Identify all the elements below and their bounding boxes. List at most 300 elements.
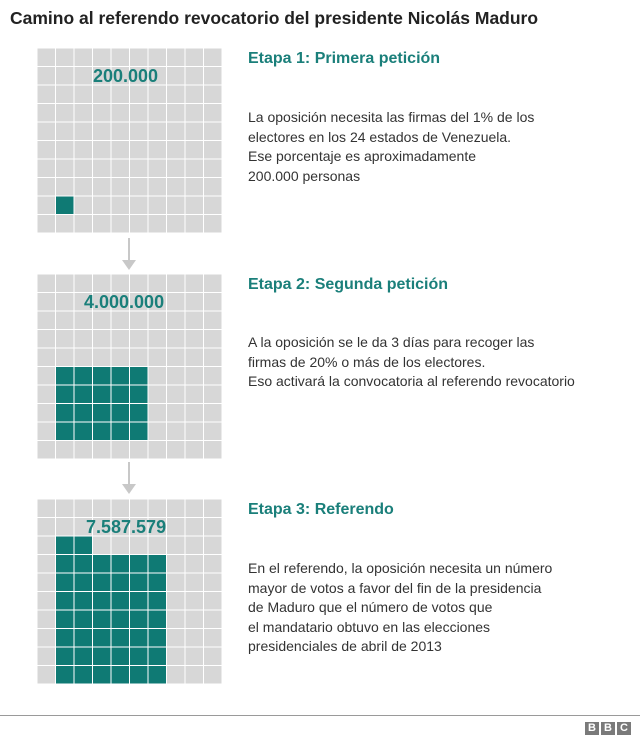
stage-1-number: 200.000 <box>93 66 159 86</box>
empty-cell <box>37 348 56 367</box>
empty-cell <box>37 555 56 574</box>
description-line: Ese porcentaje es aproximadamente <box>248 148 477 164</box>
empty-cell <box>204 592 223 611</box>
empty-cell <box>167 67 186 86</box>
empty-cell <box>185 499 204 518</box>
stage-1-description <box>248 108 534 186</box>
empty-cell <box>204 311 223 330</box>
description-line: Eso activará la convocatoria al referendo revocatorio <box>248 373 575 389</box>
logo-letter: B <box>585 722 599 735</box>
empty-cell <box>74 104 93 123</box>
logo-letter: B <box>601 722 615 735</box>
filled-cell <box>93 573 112 592</box>
empty-cell <box>56 67 75 86</box>
filled-cell <box>56 196 75 215</box>
empty-cell <box>148 536 167 555</box>
empty-cell <box>148 159 167 178</box>
empty-cell <box>204 647 223 666</box>
empty-cell <box>56 348 75 367</box>
empty-cell <box>167 311 186 330</box>
empty-cell <box>167 196 186 215</box>
filled-cell <box>130 385 149 404</box>
filled-cell <box>56 573 75 592</box>
empty-cell <box>167 104 186 123</box>
empty-cell <box>56 499 75 518</box>
stage-3-description <box>248 559 552 657</box>
empty-cell <box>148 367 167 386</box>
filled-cell <box>56 367 75 386</box>
stage-1-title: Etapa 1: Primera petición <box>248 50 441 67</box>
filled-cell <box>148 666 167 685</box>
empty-cell <box>74 178 93 197</box>
empty-cell <box>167 647 186 666</box>
empty-cell <box>93 196 112 215</box>
empty-cell <box>37 48 56 67</box>
empty-cell <box>56 518 75 537</box>
empty-cell <box>74 85 93 104</box>
empty-cell <box>185 159 204 178</box>
empty-cell <box>56 141 75 160</box>
empty-cell <box>74 311 93 330</box>
empty-cell <box>204 293 223 312</box>
empty-cell <box>37 441 56 460</box>
filled-cell <box>56 592 75 611</box>
empty-cell <box>148 215 167 234</box>
filled-cell <box>130 647 149 666</box>
empty-cell <box>93 330 112 349</box>
empty-cell <box>74 330 93 349</box>
empty-cell <box>74 196 93 215</box>
empty-cell <box>37 215 56 234</box>
filled-cell <box>148 647 167 666</box>
filled-cell <box>93 666 112 685</box>
empty-cell <box>56 85 75 104</box>
filled-cell <box>93 422 112 441</box>
empty-cell <box>130 348 149 367</box>
filled-cell <box>56 666 75 685</box>
empty-cell <box>111 122 130 141</box>
filled-cell <box>93 367 112 386</box>
description-line: La oposición necesita las firmas del 1% de los <box>248 109 535 125</box>
empty-cell <box>167 666 186 685</box>
empty-cell <box>167 330 186 349</box>
empty-cell <box>204 441 223 460</box>
empty-cell <box>204 367 223 386</box>
filled-cell <box>130 610 149 629</box>
empty-cell <box>130 330 149 349</box>
filled-cell <box>56 610 75 629</box>
empty-cell <box>204 141 223 160</box>
stage-2-title: Etapa 2: Segunda petición <box>248 276 449 293</box>
empty-cell <box>37 196 56 215</box>
empty-cell <box>185 348 204 367</box>
empty-cell <box>37 122 56 141</box>
filled-cell <box>148 573 167 592</box>
filled-cell <box>130 592 149 611</box>
empty-cell <box>130 159 149 178</box>
empty-cell <box>130 536 149 555</box>
filled-cell <box>111 367 130 386</box>
description-line: electores en los 24 estados de Venezuela. <box>248 128 512 145</box>
stage-2-description <box>248 333 575 392</box>
empty-cell <box>185 666 204 685</box>
empty-cell <box>37 499 56 518</box>
empty-cell <box>37 104 56 123</box>
empty-cell <box>204 385 223 404</box>
empty-cell <box>185 404 204 423</box>
empty-cell <box>37 311 56 330</box>
empty-cell <box>56 441 75 460</box>
empty-cell <box>93 441 112 460</box>
filled-cell <box>93 610 112 629</box>
empty-cell <box>185 441 204 460</box>
empty-cell <box>37 518 56 537</box>
empty-cell <box>111 348 130 367</box>
empty-cell <box>37 293 56 312</box>
empty-cell <box>111 196 130 215</box>
empty-cell <box>130 141 149 160</box>
empty-cell <box>204 573 223 592</box>
empty-cell <box>111 441 130 460</box>
empty-cell <box>185 48 204 67</box>
empty-cell <box>111 48 130 67</box>
filled-cell <box>56 385 75 404</box>
empty-cell <box>130 499 149 518</box>
empty-cell <box>37 629 56 648</box>
empty-cell <box>185 178 204 197</box>
filled-cell <box>111 647 130 666</box>
empty-cell <box>37 274 56 293</box>
empty-cell <box>93 85 112 104</box>
empty-cell <box>93 311 112 330</box>
description-line: firmas de 20% o más de los electores. <box>248 353 486 370</box>
empty-cell <box>130 274 149 293</box>
empty-cell <box>56 311 75 330</box>
empty-cell <box>130 85 149 104</box>
empty-cell <box>56 293 75 312</box>
filled-cell <box>74 385 93 404</box>
empty-cell <box>185 555 204 574</box>
empty-cell <box>148 441 167 460</box>
empty-cell <box>204 610 223 629</box>
empty-cell <box>167 274 186 293</box>
empty-cell <box>185 293 204 312</box>
empty-cell <box>204 48 223 67</box>
empty-cell <box>37 367 56 386</box>
empty-cell <box>148 348 167 367</box>
empty-cell <box>111 178 130 197</box>
filled-cell <box>56 629 75 648</box>
empty-cell <box>167 348 186 367</box>
filled-cell <box>148 555 167 574</box>
empty-cell <box>167 159 186 178</box>
empty-cell <box>93 499 112 518</box>
empty-cell <box>56 122 75 141</box>
empty-cell <box>204 67 223 86</box>
empty-cell <box>204 215 223 234</box>
empty-cell <box>167 536 186 555</box>
filled-cell <box>74 422 93 441</box>
empty-cell <box>74 348 93 367</box>
empty-cell <box>167 367 186 386</box>
empty-cell <box>185 592 204 611</box>
empty-cell <box>74 499 93 518</box>
footer-divider <box>0 715 640 716</box>
logo-letter: C <box>617 722 631 735</box>
empty-cell <box>37 422 56 441</box>
filled-cell <box>111 385 130 404</box>
empty-cell <box>204 629 223 648</box>
empty-cell <box>204 122 223 141</box>
empty-cell <box>74 441 93 460</box>
empty-cell <box>185 141 204 160</box>
filled-cell <box>74 404 93 423</box>
description-line: el mandatario obtuvo en las elecciones <box>248 618 491 635</box>
empty-cell <box>56 159 75 178</box>
empty-cell <box>148 104 167 123</box>
empty-cell <box>148 404 167 423</box>
empty-cell <box>56 178 75 197</box>
filled-cell <box>148 592 167 611</box>
empty-cell <box>74 141 93 160</box>
description-line: En el referendo, la oposición necesita un número <box>248 560 553 576</box>
filled-cell <box>111 666 130 685</box>
filled-cell <box>111 573 130 592</box>
empty-cell <box>74 159 93 178</box>
empty-cell <box>111 330 130 349</box>
empty-cell <box>56 48 75 67</box>
empty-cell <box>37 385 56 404</box>
empty-cell <box>204 104 223 123</box>
filled-cell <box>74 629 93 648</box>
filled-cell <box>56 555 75 574</box>
empty-cell <box>93 215 112 234</box>
empty-cell <box>74 274 93 293</box>
empty-cell <box>185 647 204 666</box>
filled-cell <box>56 536 75 555</box>
filled-cell <box>74 647 93 666</box>
empty-cell <box>130 215 149 234</box>
filled-cell <box>93 647 112 666</box>
empty-cell <box>204 330 223 349</box>
stage-3-number: 7.587.579 <box>86 517 167 537</box>
empty-cell <box>167 178 186 197</box>
empty-cell <box>148 122 167 141</box>
empty-cell <box>93 104 112 123</box>
empty-cell <box>37 666 56 685</box>
empty-cell <box>37 85 56 104</box>
empty-cell <box>167 48 186 67</box>
empty-cell <box>130 122 149 141</box>
empty-cell <box>37 330 56 349</box>
empty-cell <box>204 666 223 685</box>
empty-cell <box>111 215 130 234</box>
empty-cell <box>56 274 75 293</box>
empty-cell <box>56 330 75 349</box>
empty-cell <box>185 104 204 123</box>
empty-cell <box>167 215 186 234</box>
empty-cell <box>37 592 56 611</box>
empty-cell <box>167 293 186 312</box>
empty-cell <box>111 141 130 160</box>
empty-cell <box>148 196 167 215</box>
empty-cell <box>167 141 186 160</box>
empty-cell <box>111 536 130 555</box>
filled-cell <box>74 536 93 555</box>
filled-cell <box>93 555 112 574</box>
empty-cell <box>167 404 186 423</box>
empty-cell <box>37 141 56 160</box>
filled-cell <box>93 404 112 423</box>
empty-cell <box>204 348 223 367</box>
empty-cell <box>185 518 204 537</box>
empty-cell <box>93 274 112 293</box>
empty-cell <box>167 518 186 537</box>
empty-cell <box>148 311 167 330</box>
empty-cell <box>185 422 204 441</box>
empty-cell <box>204 159 223 178</box>
empty-cell <box>130 178 149 197</box>
empty-cell <box>167 573 186 592</box>
empty-cell <box>167 122 186 141</box>
empty-cell <box>167 85 186 104</box>
filled-cell <box>130 404 149 423</box>
down-arrow-icon <box>121 238 137 272</box>
empty-cell <box>148 85 167 104</box>
empty-cell <box>204 555 223 574</box>
stage-3-title: Etapa 3: Referendo <box>248 501 394 518</box>
empty-cell <box>130 196 149 215</box>
empty-cell <box>185 610 204 629</box>
empty-cell <box>93 178 112 197</box>
filled-cell <box>74 666 93 685</box>
empty-cell <box>56 104 75 123</box>
empty-cell <box>204 536 223 555</box>
empty-cell <box>185 311 204 330</box>
empty-cell <box>74 215 93 234</box>
empty-cell <box>37 536 56 555</box>
empty-cell <box>148 330 167 349</box>
empty-cell <box>93 536 112 555</box>
empty-cell <box>148 499 167 518</box>
filled-cell <box>74 573 93 592</box>
filled-cell <box>74 367 93 386</box>
empty-cell <box>37 610 56 629</box>
empty-cell <box>74 67 93 86</box>
empty-cell <box>148 385 167 404</box>
empty-cell <box>185 385 204 404</box>
page-title: Camino al referendo revocatorio del presidente Nicolás Maduro <box>10 8 539 28</box>
empty-cell <box>204 518 223 537</box>
filled-cell <box>111 592 130 611</box>
empty-cell <box>185 367 204 386</box>
empty-cell <box>204 85 223 104</box>
filled-cell <box>111 610 130 629</box>
empty-cell <box>185 629 204 648</box>
empty-cell <box>74 122 93 141</box>
filled-cell <box>111 422 130 441</box>
empty-cell <box>148 274 167 293</box>
empty-cell <box>185 122 204 141</box>
empty-cell <box>185 274 204 293</box>
empty-cell <box>204 499 223 518</box>
filled-cell <box>56 422 75 441</box>
empty-cell <box>93 348 112 367</box>
filled-cell <box>93 592 112 611</box>
filled-cell <box>130 573 149 592</box>
filled-cell <box>93 629 112 648</box>
empty-cell <box>148 422 167 441</box>
description-line: mayor de votos a favor del fin de la presidencia <box>248 579 542 596</box>
empty-cell <box>204 404 223 423</box>
empty-cell <box>167 441 186 460</box>
empty-cell <box>167 555 186 574</box>
empty-cell <box>37 647 56 666</box>
empty-cell <box>185 196 204 215</box>
empty-cell <box>167 422 186 441</box>
empty-cell <box>111 159 130 178</box>
empty-cell <box>111 85 130 104</box>
empty-cell <box>167 385 186 404</box>
empty-cell <box>37 178 56 197</box>
empty-cell <box>185 67 204 86</box>
empty-cell <box>185 215 204 234</box>
filled-cell <box>130 422 149 441</box>
empty-cell <box>185 330 204 349</box>
filled-cell <box>74 610 93 629</box>
filled-cell <box>130 666 149 685</box>
empty-cell <box>37 67 56 86</box>
empty-cell <box>204 422 223 441</box>
empty-cell <box>167 610 186 629</box>
description-line: A la oposición se le da 3 días para recoger las <box>248 334 535 350</box>
empty-cell <box>130 48 149 67</box>
empty-cell <box>37 573 56 592</box>
down-arrow-icon <box>121 462 137 496</box>
empty-cell <box>204 178 223 197</box>
empty-cell <box>37 404 56 423</box>
empty-cell <box>93 48 112 67</box>
empty-cell <box>167 629 186 648</box>
filled-cell <box>56 404 75 423</box>
description-line: presidenciales de abril de 2013 <box>248 638 442 654</box>
empty-cell <box>111 274 130 293</box>
filled-cell <box>148 629 167 648</box>
empty-cell <box>148 178 167 197</box>
empty-cell <box>204 196 223 215</box>
filled-cell <box>130 367 149 386</box>
empty-cell <box>74 48 93 67</box>
empty-cell <box>111 311 130 330</box>
filled-cell <box>111 404 130 423</box>
filled-cell <box>74 555 93 574</box>
filled-cell <box>111 629 130 648</box>
empty-cell <box>167 592 186 611</box>
filled-cell <box>74 592 93 611</box>
empty-cell <box>93 159 112 178</box>
filled-cell <box>130 629 149 648</box>
empty-cell <box>185 573 204 592</box>
empty-cell <box>130 441 149 460</box>
empty-cell <box>111 104 130 123</box>
bbc-logo <box>585 722 631 735</box>
empty-cell <box>130 311 149 330</box>
empty-cell <box>111 499 130 518</box>
filled-cell <box>130 555 149 574</box>
empty-cell <box>167 499 186 518</box>
empty-cell <box>130 104 149 123</box>
description-line: de Maduro que el número de votos que <box>248 599 493 615</box>
